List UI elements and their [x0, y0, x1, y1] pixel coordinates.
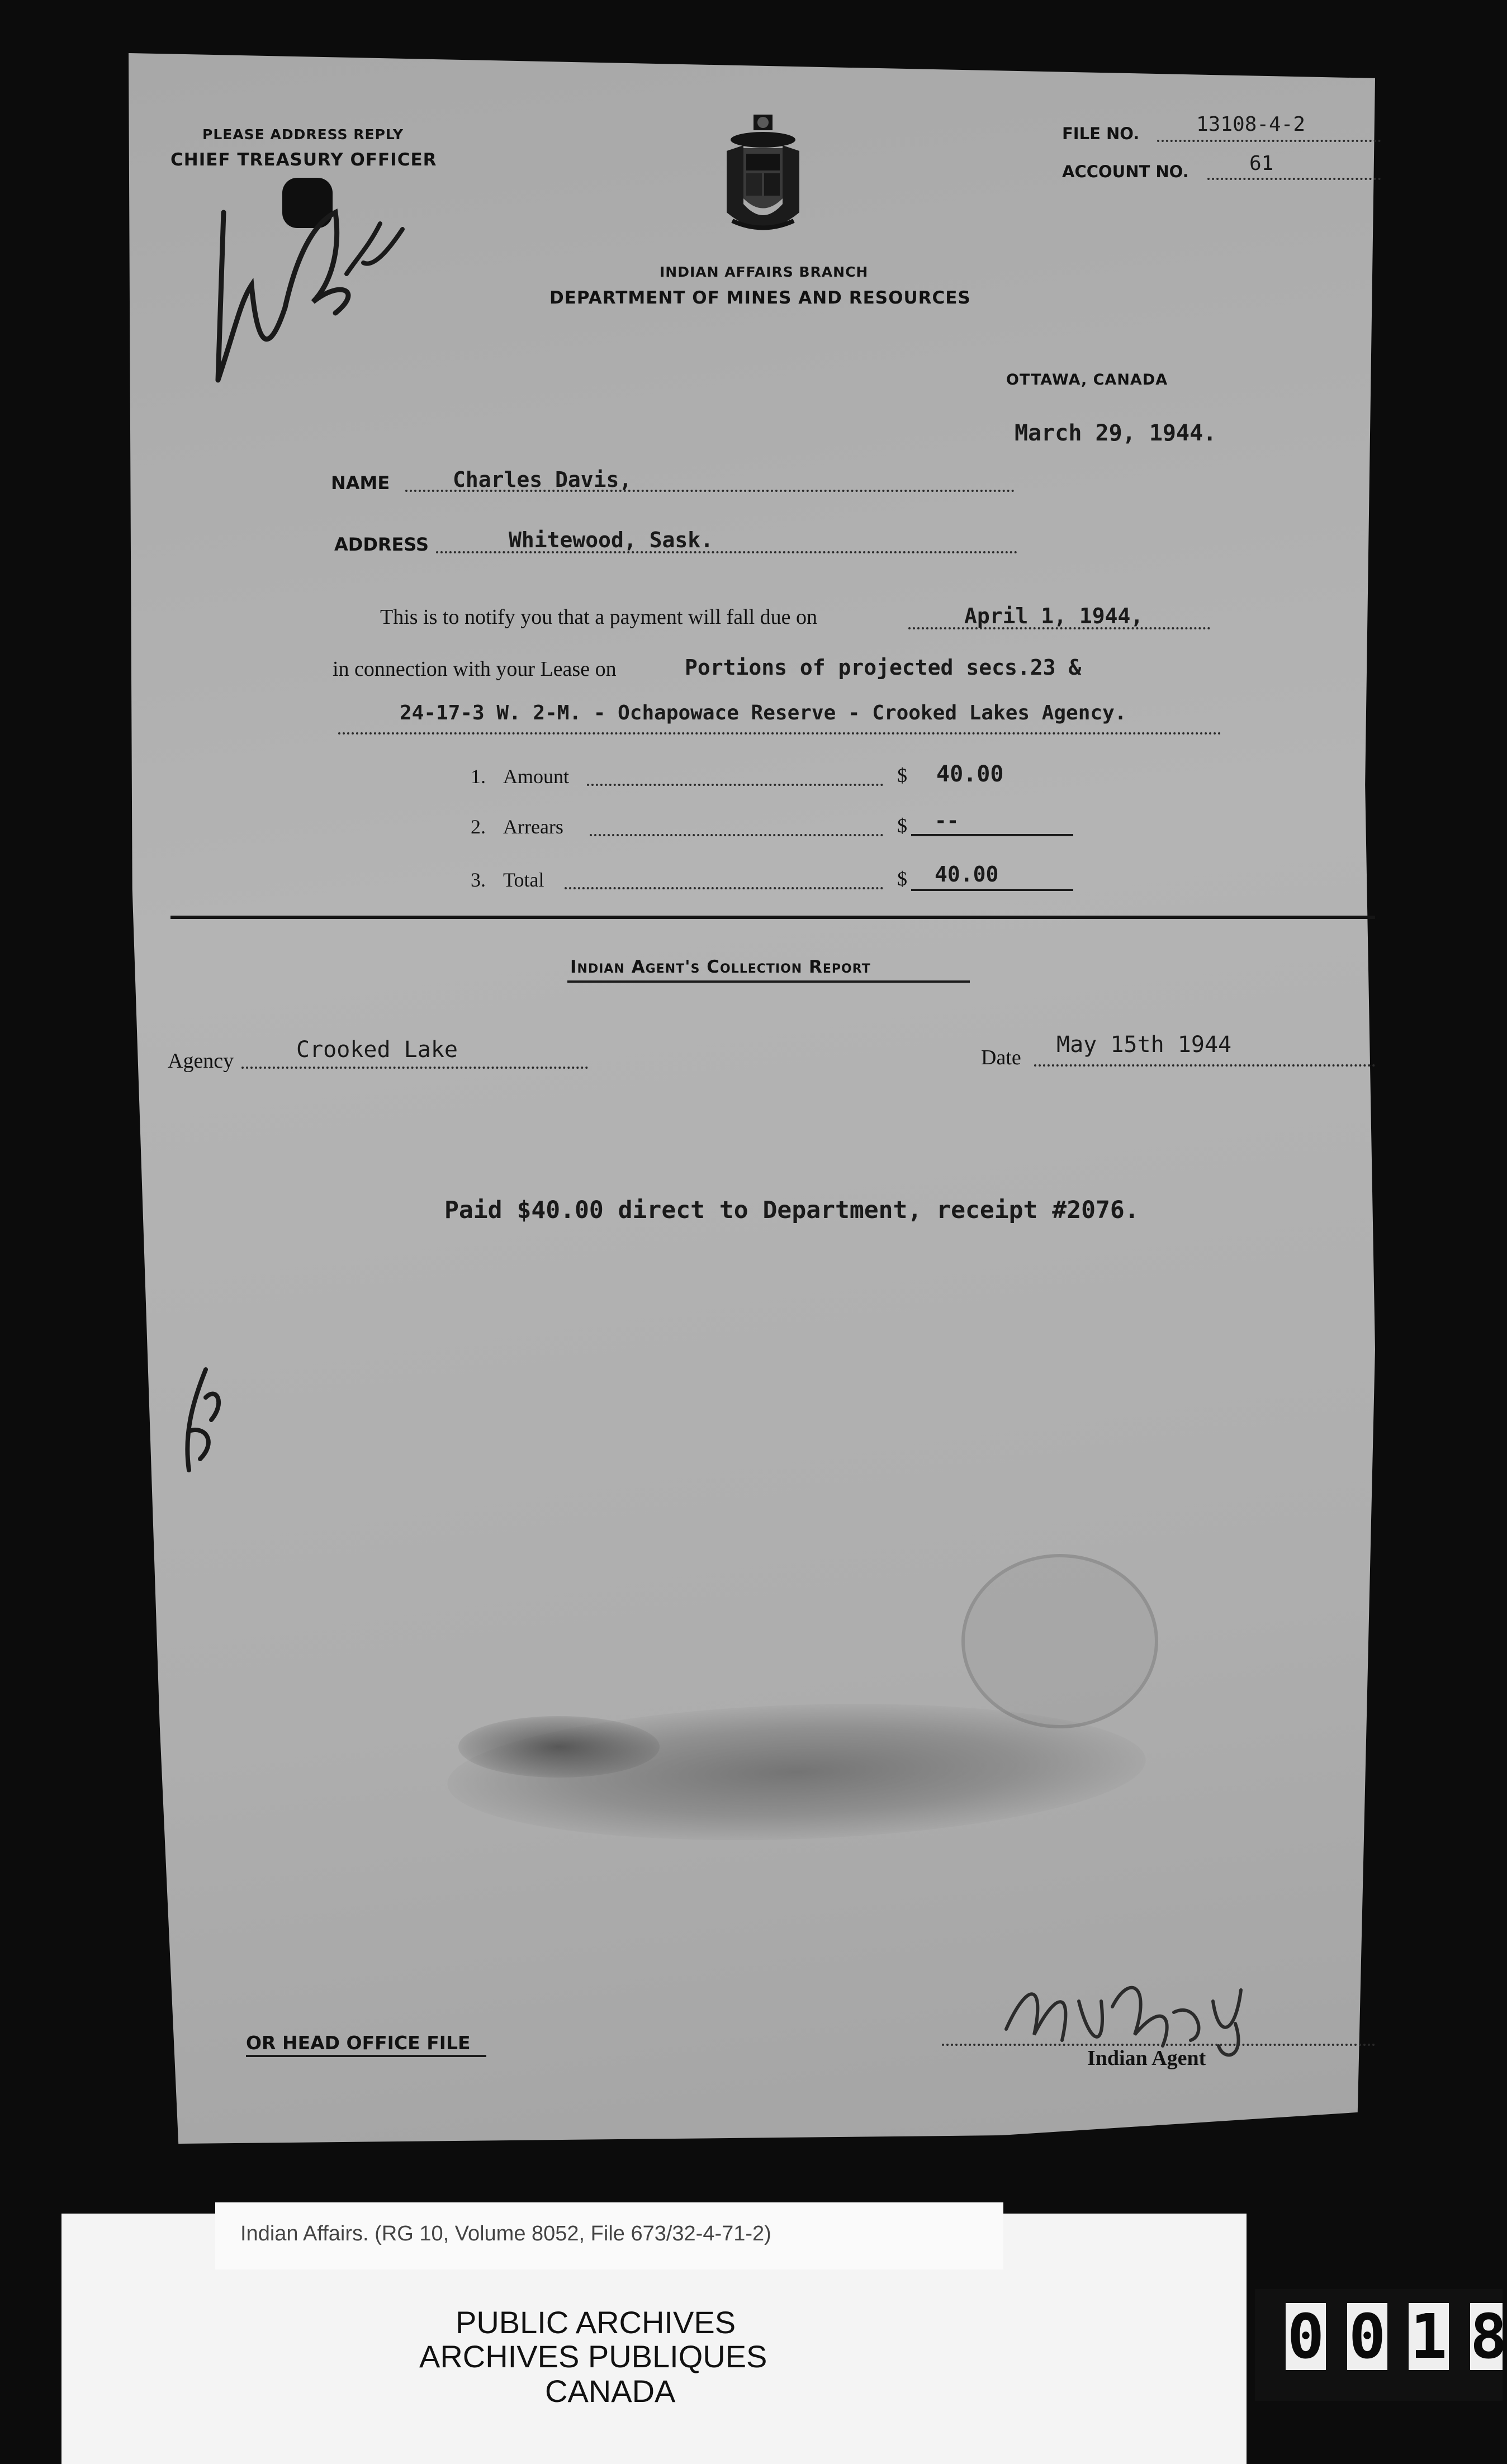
reply-address-line2: CHIEF TREASURY OFFICER — [170, 150, 437, 170]
total-row-label: Total — [503, 869, 544, 891]
head-office-file-label: OR HEAD OFFICE FILE — [246, 2032, 471, 2054]
report-date-value: May 15th 1944 — [1056, 1032, 1232, 1058]
report-date-line — [1034, 1064, 1375, 1067]
arrears-row-value: -- — [935, 809, 959, 832]
branch-name: INDIAN AFFAIRS BRANCH — [660, 264, 869, 280]
name-label: NAME — [331, 472, 390, 494]
collection-report-body: Paid $40.00 direct to Department, receipt #2076. — [444, 1196, 1139, 1224]
frame-counter-digit: 8 — [1470, 2301, 1507, 2372]
frame-counter-digit: 1 — [1409, 2303, 1449, 2370]
arrears-row-number: 2. — [471, 816, 486, 838]
account-no-value: 61 — [1249, 152, 1274, 175]
file-no-line — [1157, 140, 1381, 142]
name-value: Charles Davis, — [453, 467, 632, 492]
notice-line1: This is to notify you that a payment will fall due on — [380, 605, 818, 629]
margin-initial-mark — [172, 1364, 234, 1476]
section-divider — [170, 916, 1375, 919]
arrears-row-underline — [911, 834, 1073, 836]
account-no-line — [1207, 178, 1381, 180]
letter-date: March 29, 1944. — [1015, 420, 1217, 446]
archive-name-french: ARCHIVES PUBLIQUES — [419, 2339, 767, 2374]
amount-row-label: Amount — [503, 765, 570, 788]
arrears-row-label: Arrears — [503, 816, 563, 838]
archive-reference: Indian Affairs. (RG 10, Volume 8052, File 673/32-4-71-2) — [240, 2222, 771, 2245]
frame-counter-digit: 0 — [1347, 2303, 1387, 2370]
archive-country: CANADA — [545, 2373, 676, 2409]
handwritten-initials — [201, 190, 436, 391]
faded-stamp — [961, 1554, 1158, 1728]
address-label: ADDRESS — [334, 534, 429, 555]
address-value: Whitewood, Sask. — [509, 528, 714, 552]
amount-row-dots — [587, 784, 883, 786]
file-no-value: 13108-4-2 — [1196, 113, 1306, 136]
amount-row-currency: $ — [897, 764, 907, 786]
head-office-underline — [246, 2055, 486, 2057]
arrears-row-dots — [590, 834, 883, 836]
total-row-underline — [911, 889, 1073, 891]
total-row-dots — [565, 887, 883, 889]
indian-agent-label: Indian Agent — [1087, 2046, 1206, 2070]
file-no-label: FILE NO. — [1062, 124, 1140, 143]
notice-line2: in connection with your Lease on — [333, 657, 617, 681]
account-no-label: ACCOUNT NO. — [1062, 162, 1189, 181]
coat-of-arms-icon — [721, 115, 805, 235]
total-row-value: 40.00 — [935, 862, 999, 887]
total-row-number: 3. — [471, 869, 486, 891]
water-stain-dark — [458, 1716, 660, 1778]
arrears-row-currency: $ — [897, 814, 907, 837]
collection-report-heading-underline — [567, 980, 970, 983]
department-name: DEPARTMENT OF MINES AND RESOURCES — [549, 288, 971, 308]
agency-label: Agency — [168, 1049, 234, 1073]
lease-description-line1: Portions of projected secs.23 & — [685, 655, 1082, 680]
city-line: OTTAWA, CANADA — [1006, 371, 1168, 388]
handwritten-initials-text: Mr Butler — [201, 190, 204, 191]
due-date-value: April 1, 1944, — [964, 604, 1144, 628]
total-row-currency: $ — [897, 868, 907, 890]
archive-name-english: PUBLIC ARCHIVES — [456, 2305, 736, 2340]
amount-row-number: 1. — [471, 765, 486, 788]
lease-description-line2: 24-17-3 W. 2-M. - Ochapowace Reserve - Crooked Lakes Agency. — [400, 702, 1127, 724]
lease-line2-dots — [338, 732, 1221, 735]
reply-address-line1: PLEASE ADDRESS REPLY — [202, 126, 404, 143]
agency-line — [241, 1067, 588, 1069]
collection-report-heading: Indian Agent's Collection Report — [570, 957, 871, 977]
agency-value: Crooked Lake — [296, 1037, 458, 1063]
amount-row-value: 40.00 — [936, 761, 1004, 787]
report-date-label: Date — [981, 1046, 1021, 1069]
frame-counter-digit: 0 — [1286, 2303, 1326, 2370]
